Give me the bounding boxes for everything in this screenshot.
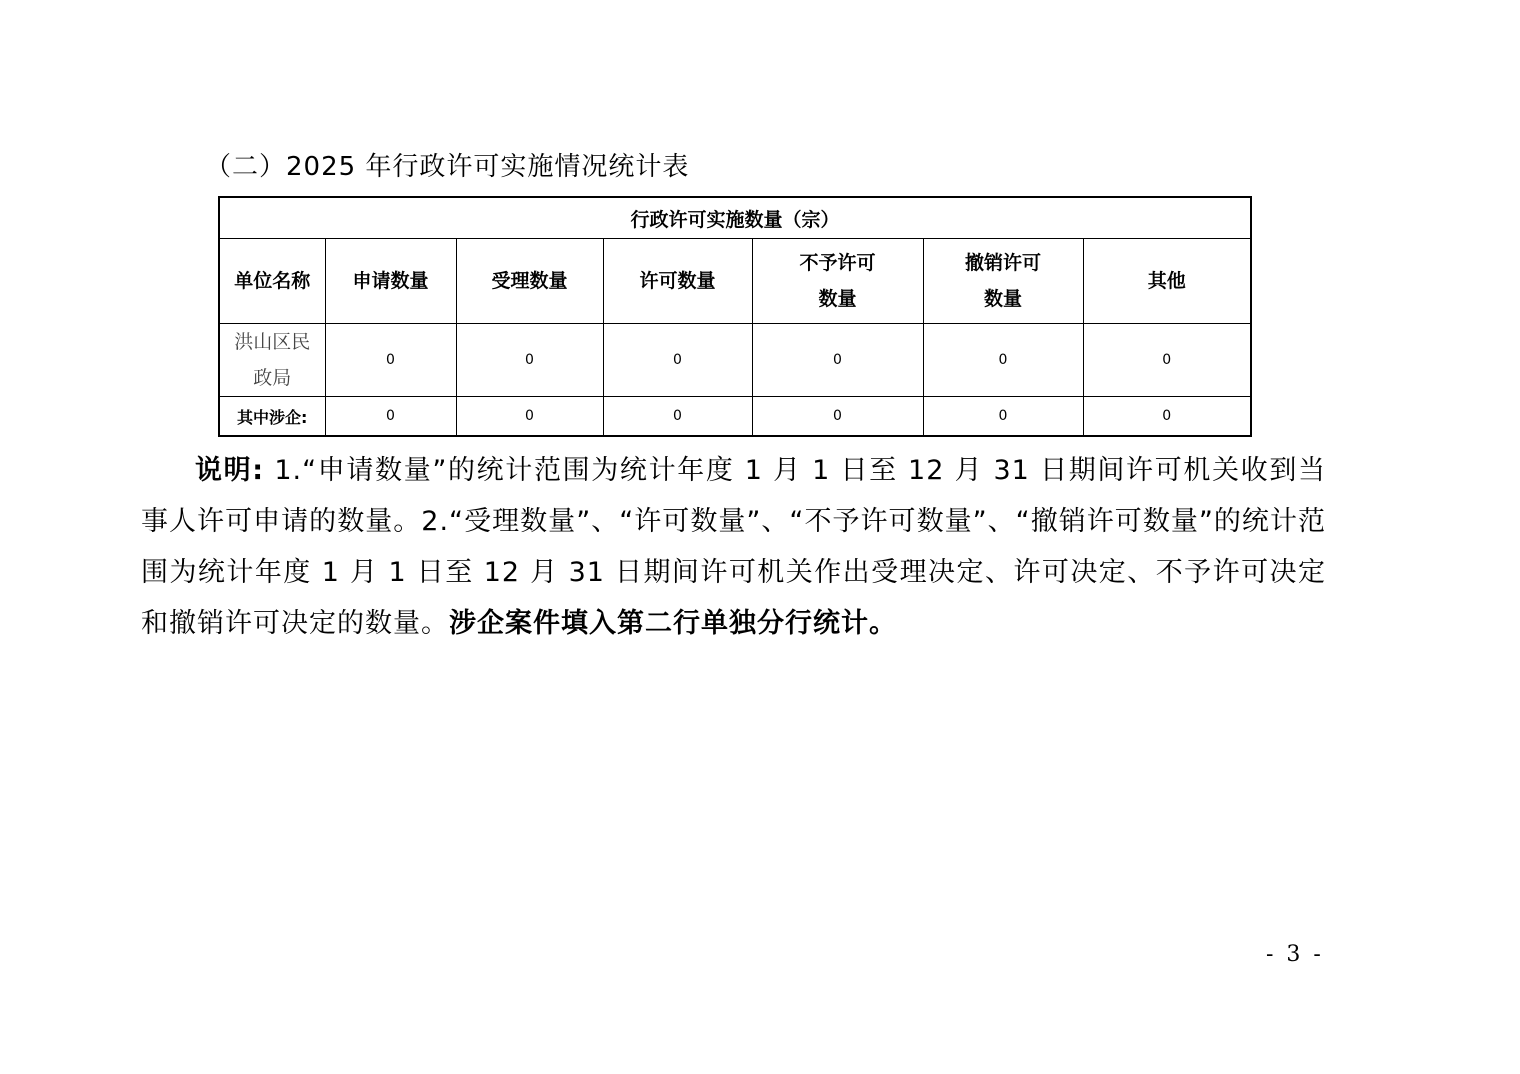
header-acceptance-count: 受理数量 — [456, 239, 603, 324]
table-row — [219, 397, 1251, 437]
acceptance-count-cell: 0 — [456, 324, 603, 397]
revoked-count-cell: 0 — [923, 397, 1083, 437]
section-title: （二）2025 年行政许可实施情况统计表 — [205, 152, 690, 182]
page-number: - 3 - — [1266, 942, 1324, 967]
acceptance-count-cell: 0 — [456, 397, 603, 437]
permit-statistics-table — [218, 196, 1252, 437]
explanatory-note — [141, 445, 1326, 649]
denied-count-cell: 0 — [752, 324, 923, 397]
header-other: 其他 — [1083, 239, 1251, 324]
header-denied-count: 不予许可 数量 — [752, 239, 923, 324]
header-permit-count: 许可数量 — [603, 239, 752, 324]
note-text: 1.“申请数量”的统计范围为统计年度 1 月 1 日至 12 月 31 日期间许可机关收到当事人许可申请的数量。2.“受理数量”、“许可数量”、“不予许可数量”、“撤销许可数量”的统计范围为统计年度 1 月 1 日至 12 月 31 日期间许可机关作出受理决定、许可决定、不予许可决定和撤销许可决定的数量。 — [141, 455, 1326, 639]
application-count-cell: 0 — [325, 397, 456, 437]
other-count-cell: 0 — [1083, 324, 1251, 397]
permit-count-cell: 0 — [603, 324, 752, 397]
header-unit-name: 单位名称 — [219, 239, 325, 324]
note-emphasis: 涉企案件填入第二行单独分行统计。 — [449, 608, 897, 639]
denied-count-cell: 0 — [752, 397, 923, 437]
enterprise-related-label: 其中涉企: — [219, 397, 325, 437]
other-count-cell: 0 — [1083, 397, 1251, 437]
table-title-row — [219, 197, 1251, 239]
header-application-count: 申请数量 — [325, 239, 456, 324]
header-revoked-count: 撤销许可 数量 — [923, 239, 1083, 324]
permit-count-cell: 0 — [603, 397, 752, 437]
table-title: 行政许可实施数量（宗） — [219, 197, 1251, 239]
application-count-cell: 0 — [325, 324, 456, 397]
unit-name-cell: 洪山区民 政局 — [219, 324, 325, 397]
table-header-row — [219, 239, 1251, 324]
table-row — [219, 324, 1251, 397]
note-label: 说明: — [195, 455, 265, 486]
revoked-count-cell: 0 — [923, 324, 1083, 397]
